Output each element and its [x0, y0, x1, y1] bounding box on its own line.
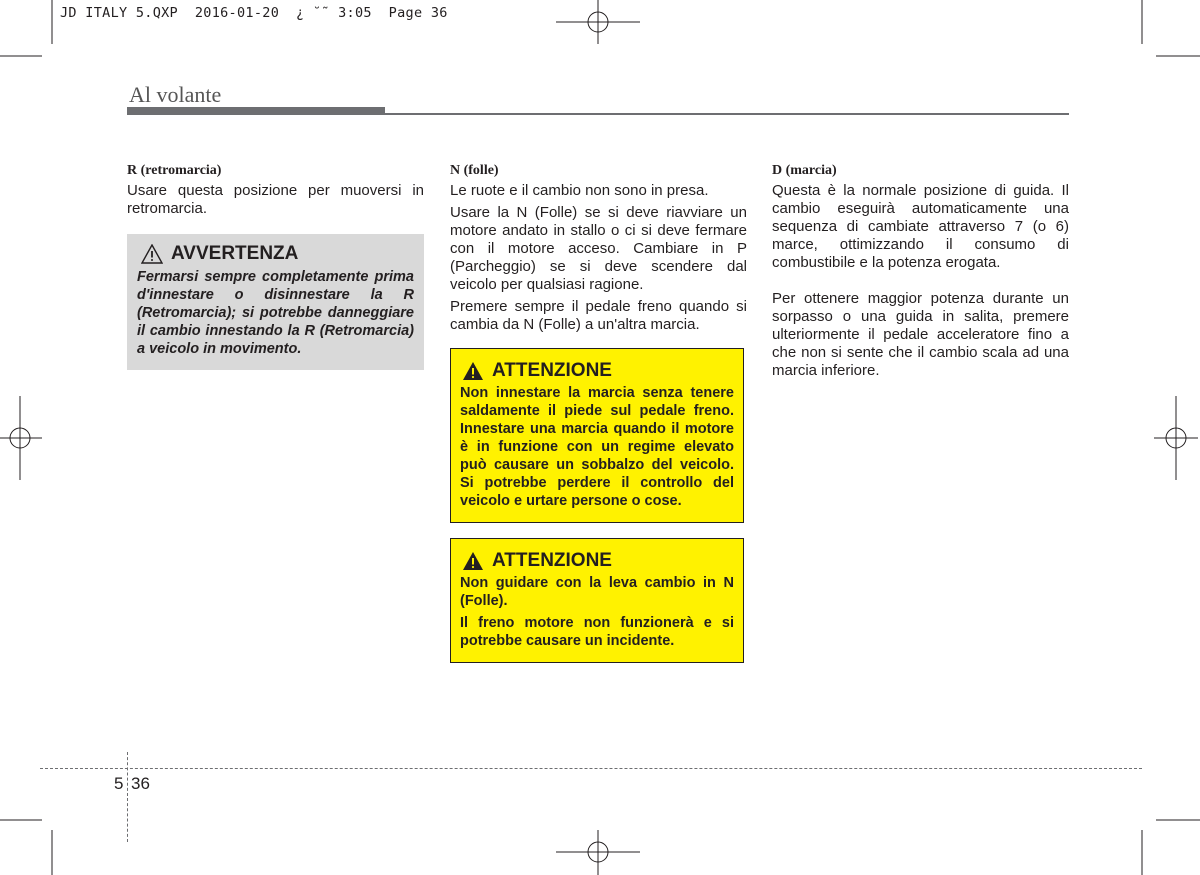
- caution-label: ATTENZIONE: [492, 550, 612, 571]
- caution-box: [450, 348, 744, 523]
- page-number: 36: [131, 774, 150, 793]
- column-neutral: [450, 162, 747, 663]
- drive-paragraph: Per ottenere maggior potenza durante un sorpasso o una guida in salita, premere ulteriormente il pedale acceleratore fino a che non si sente che il cambio scala ad una marcia inferiore.: [772, 290, 1069, 379]
- footer-rule: [40, 768, 1142, 769]
- caution-line: Il freno motore non funzionerà e si potrebbe causare un incidente.: [460, 615, 734, 649]
- neutral-heading: N (folle): [450, 163, 499, 178]
- neutral-paragraph: Usare la N (Folle) se si deve riavviare un motore andato in stallo o ci si deve fermare con il motore acceso. Cambiare in P (Parcheggio) se si deve scendere dal veicolo per qualsiasi ragione.: [450, 204, 747, 293]
- warning-label: AVVERTENZA: [171, 243, 299, 264]
- caution-label: ATTENZIONE: [492, 360, 612, 381]
- caution-triangle-icon: [462, 551, 484, 571]
- section-title: Al volante: [129, 82, 222, 107]
- neutral-paragraph: Premere sempre il pedale freno quando si cambia da N (Folle) a un'altra marcia.: [450, 298, 747, 333]
- footer-divider: [127, 752, 128, 842]
- caution-line: Non guidare con la leva cambio in N (Folle).: [460, 575, 734, 609]
- warning-header: [141, 242, 414, 266]
- reverse-heading: R (retromarcia): [127, 163, 222, 178]
- printer-slug: JD ITALY 5.QXP 2016-01-20 ¿ ˘˜ 3:05 Page 36: [60, 5, 448, 21]
- warning-triangle-icon: [141, 244, 163, 264]
- chapter-number: 5: [114, 774, 124, 793]
- header-rule-thick: [127, 107, 385, 115]
- neutral-paragraph: Le ruote e il cambio non sono in presa.: [450, 182, 709, 199]
- reverse-text: Usare questa posizione per muoversi in retromarcia.: [127, 182, 424, 217]
- drive-paragraph: Questa è la normale posizione di guida. Il cambio eseguirà automaticamente una sequenza di cambiate attraverso 7 (o 6) marce, ottimizzando il consumo di combustibile e la potenza erogata.: [772, 182, 1069, 271]
- caution-text: [460, 574, 734, 650]
- drive-heading: D (marcia): [772, 163, 837, 178]
- column-reverse: [127, 162, 424, 370]
- caution-header: [462, 549, 734, 573]
- warning-text: Fermarsi sempre completamente prima d'innestare o disinnestare la R (Retromarcia); si potrebbe danneggiare il cambio innestando la R (Retromarcia) a veicolo in movimento.: [137, 269, 414, 357]
- caution-box: [450, 538, 744, 663]
- column-drive: [772, 162, 1069, 384]
- warning-box: [127, 234, 424, 370]
- caution-text: Non innestare la marcia senza tenere saldamente il piede sul pedale freno. Innestare una marcia quando il motore è in funzione con un regime elevato può causare un sobbalzo del veicolo. Si potrebbe perdere il controllo del veicolo e urtare persone o cose.: [460, 385, 734, 509]
- header-rule-thin: [385, 113, 1069, 115]
- caution-header: [462, 359, 734, 383]
- caution-triangle-icon: [462, 361, 484, 381]
